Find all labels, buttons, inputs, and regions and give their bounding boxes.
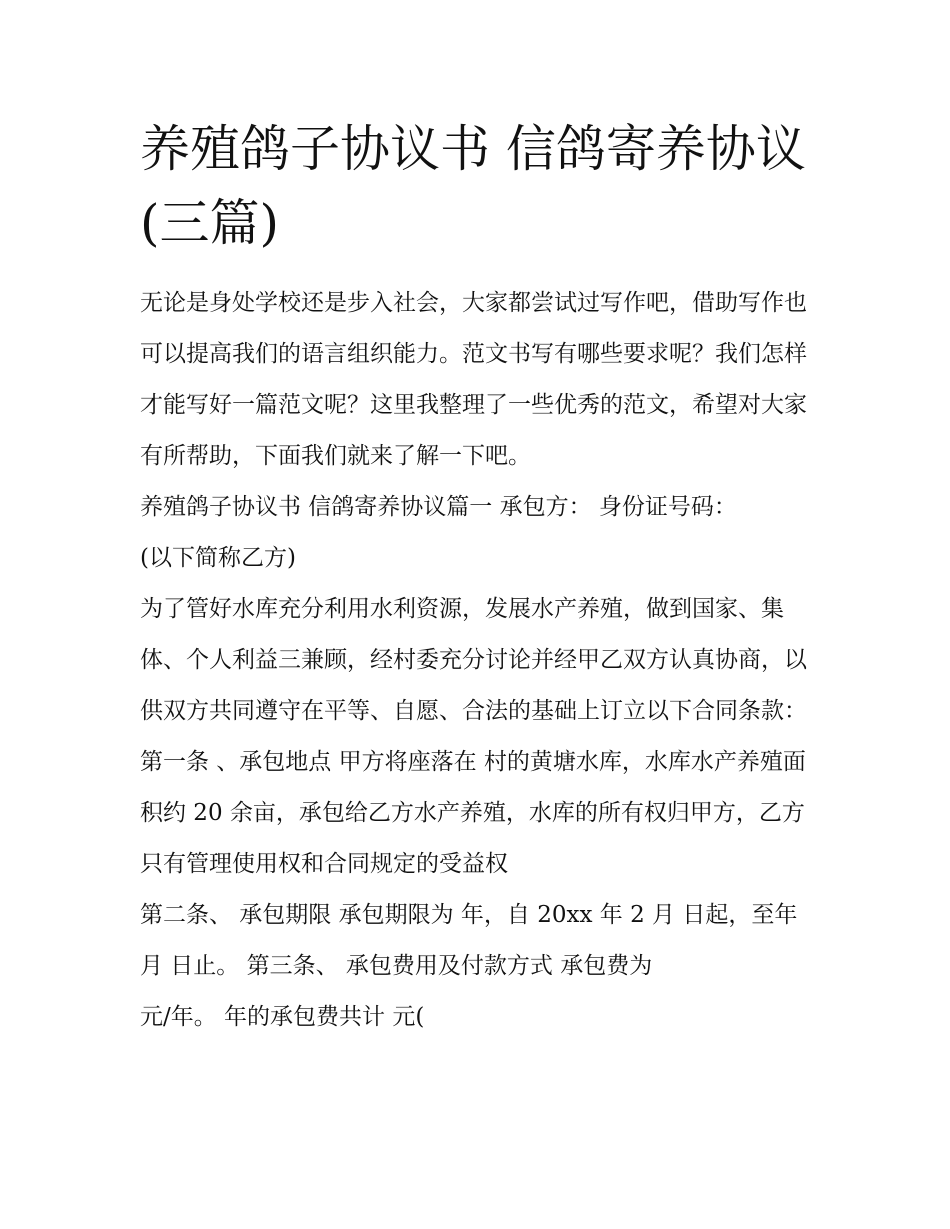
party-note-line: (以下简称乙方): [140, 545, 296, 571]
title-line-2: (三篇): [140, 194, 280, 252]
title-line-1: 养殖鸽子协议书 信鸽寄养协议: [140, 120, 806, 178]
contract-purpose-paragraph: 为了管好水库充分利用水利资源，发展水产养殖，做到国家、集体、个人利益三兼顾，经村委充分讨论并经甲乙双方认真协商，以供双方共同遵守在平等、自愿、合法的基础上订立以下合同条款：: [140, 596, 807, 724]
intro-paragraph: 无论是身处学校还是步入社会，大家都尝试过写作吧，借助写作也可以提高我们的语言组织能力。范文书写有哪些要求呢？我们怎样才能写好一篇范文呢？这里我整理了一些优秀的范文，希望对大家有所帮助，下面我们就来了解一下吧。: [140, 290, 807, 469]
document-title: [140, 112, 815, 260]
fee-line: 元/年。 年的承包费共计 元(: [140, 1004, 425, 1030]
article-1-paragraph: 第一条 、承包地点 甲方将座落在 村的黄塘水库，水库水产养殖面积约 20 余亩，承包给乙方水产养殖，水库的所有权归甲方，乙方只有管理使用权和合同规定的受益权: [140, 749, 806, 877]
contract-party-line: 养殖鸽子协议书 信鸽寄养协议篇一 承包方： 身份证号码：: [140, 494, 737, 520]
article-2-3-paragraph: 第二条、 承包期限 承包期限为 年，自 20xx 年 2 月 日起，至年 月 日止。 第三条、 承包费用及付款方式 承包费为: [140, 902, 798, 979]
document-body: [140, 112, 815, 1043]
